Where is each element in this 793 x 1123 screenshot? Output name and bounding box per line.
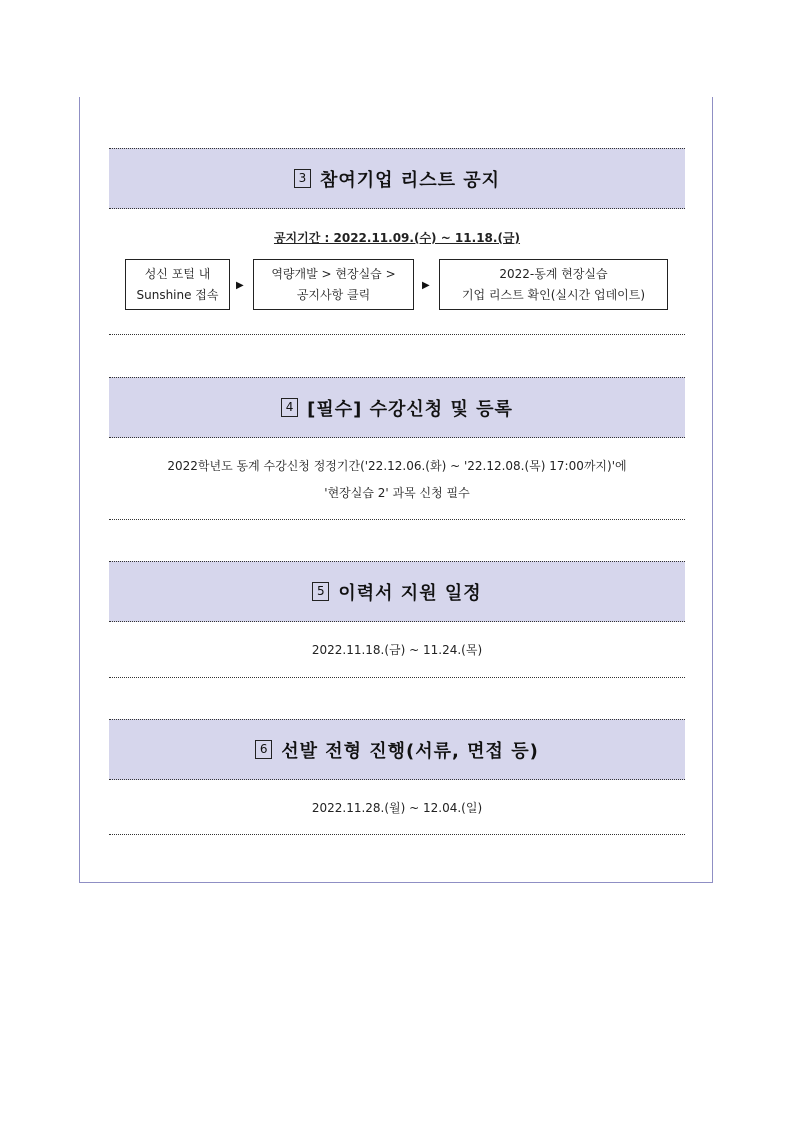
section-3-title: 참여기업 리스트 공지 xyxy=(319,169,501,191)
step-box-1 xyxy=(125,259,230,310)
section-6-number: 6 xyxy=(255,740,272,759)
section-3-period xyxy=(109,229,685,246)
step-2-line-1: 역량개발 > 현장실습 > xyxy=(271,266,396,281)
section-4-divider xyxy=(109,519,685,520)
section-4-title: [필수] 수강신청 및 등록 xyxy=(307,398,513,420)
section-4-line-2: '현장실습 2' 과목 신청 필수 xyxy=(324,486,470,500)
arrow-right-icon: ▶ xyxy=(236,280,244,291)
section-4-header xyxy=(109,377,685,438)
step-2-line-2: 공지사항 클릭 xyxy=(296,287,371,302)
section-4-number: 4 xyxy=(281,398,298,417)
section-5-divider xyxy=(109,677,685,678)
section-3-divider xyxy=(109,334,685,335)
section-4-line-1: 2022학년도 동계 수강신청 정정기간('22.12.06.(화) ~ '22.12.08.(목) 17:00까지)'에 xyxy=(167,459,627,473)
section-6-divider xyxy=(109,834,685,835)
notice-period-text: 공지기간 : 2022.11.09.(수) ~ 11.18.(금) xyxy=(273,231,521,245)
step-3-line-2: 기업 리스트 확인(실시간 업데이트) xyxy=(461,287,646,302)
step-box-3 xyxy=(439,259,668,310)
step-1-line-1: 성신 포털 내 xyxy=(144,266,211,281)
step-1-line-2: Sunshine 접속 xyxy=(136,287,219,302)
section-3-header xyxy=(109,148,685,209)
section-6-header xyxy=(109,719,685,780)
section-5-title: 이력서 지원 일정 xyxy=(338,582,482,604)
section-6-period: 2022.11.28.(월) ~ 12.04.(일) xyxy=(311,801,483,815)
section-5-header xyxy=(109,561,685,622)
section-3-number: 3 xyxy=(294,169,311,188)
section-5-period: 2022.11.18.(금) ~ 11.24.(목) xyxy=(311,643,483,657)
section-5-number: 5 xyxy=(312,582,329,601)
step-box-2 xyxy=(253,259,414,310)
section-6-title: 선발 전형 진행(서류, 면접 등) xyxy=(281,740,539,762)
arrow-right-icon: ▶ xyxy=(422,280,430,291)
step-3-line-1: 2022-동계 현장실습 xyxy=(499,266,608,281)
